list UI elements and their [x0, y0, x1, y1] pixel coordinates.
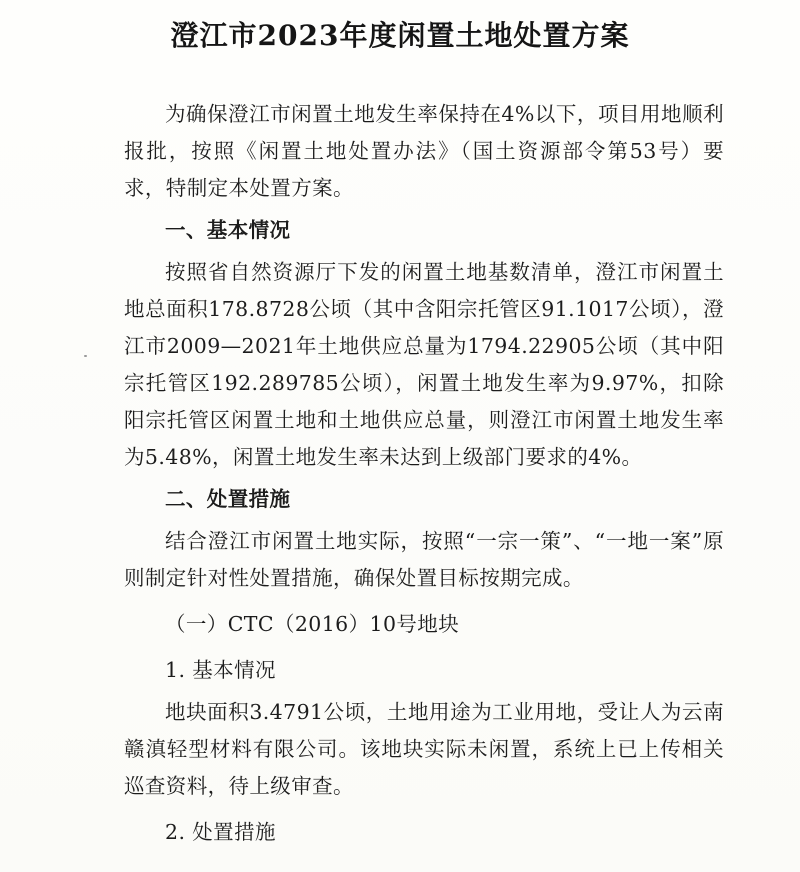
plot-subheading-measures: 2. 处置措施: [165, 820, 276, 844]
plot-subheading-basic: 1. 基本情况: [165, 658, 276, 682]
basic-info-paragraph: 按照省自然资源厅下发的闲置土地基数清单，澄江市闲置土地总面积178.8728公顷（其中含阳宗托管区91.1017公顷），澄江市2009—2021年土地供应总量为1794.22905公顷（其中阳宗托管区192.289785公顷），闲置土地发生率为9.97%，扣除阳宗托管区闲置土地和土地供应总量，则澄江市闲置土地发生率为5.48%，闲置土地发生率未达到上级部门要求的4%。: [124, 260, 724, 469]
section-heading-basic: 一、基本情况: [165, 218, 291, 242]
measures-paragraph: 结合澄江市闲置土地实际，按照“一宗一策”、“一地一案”原则制定针对性处置措施，确保处置目标按期完成。: [124, 529, 724, 590]
scan-artifact: [84, 355, 87, 357]
document-body: [124, 96, 724, 851]
plot-heading: （一）CTC（2016）10号地块: [165, 612, 460, 636]
section-heading-measures: 二、处置措施: [165, 487, 291, 511]
intro-paragraph: 为确保澄江市闲置土地发生率保持在4%以下，项目用地顺利报批，按照《闲置土地处置办法》（国土资源部令第53号）要求，特制定本处置方案。: [124, 102, 724, 200]
page-title: 澄江市2023年度闲置土地处置方案: [170, 19, 630, 52]
plot-basic-paragraph: 地块面积3.4791公顷，土地用途为工业用地，受让人为云南赣滇轻型材料有限公司。该地块实际未闲置，系统上已上传相关巡查资料，待上级审查。: [124, 700, 724, 798]
